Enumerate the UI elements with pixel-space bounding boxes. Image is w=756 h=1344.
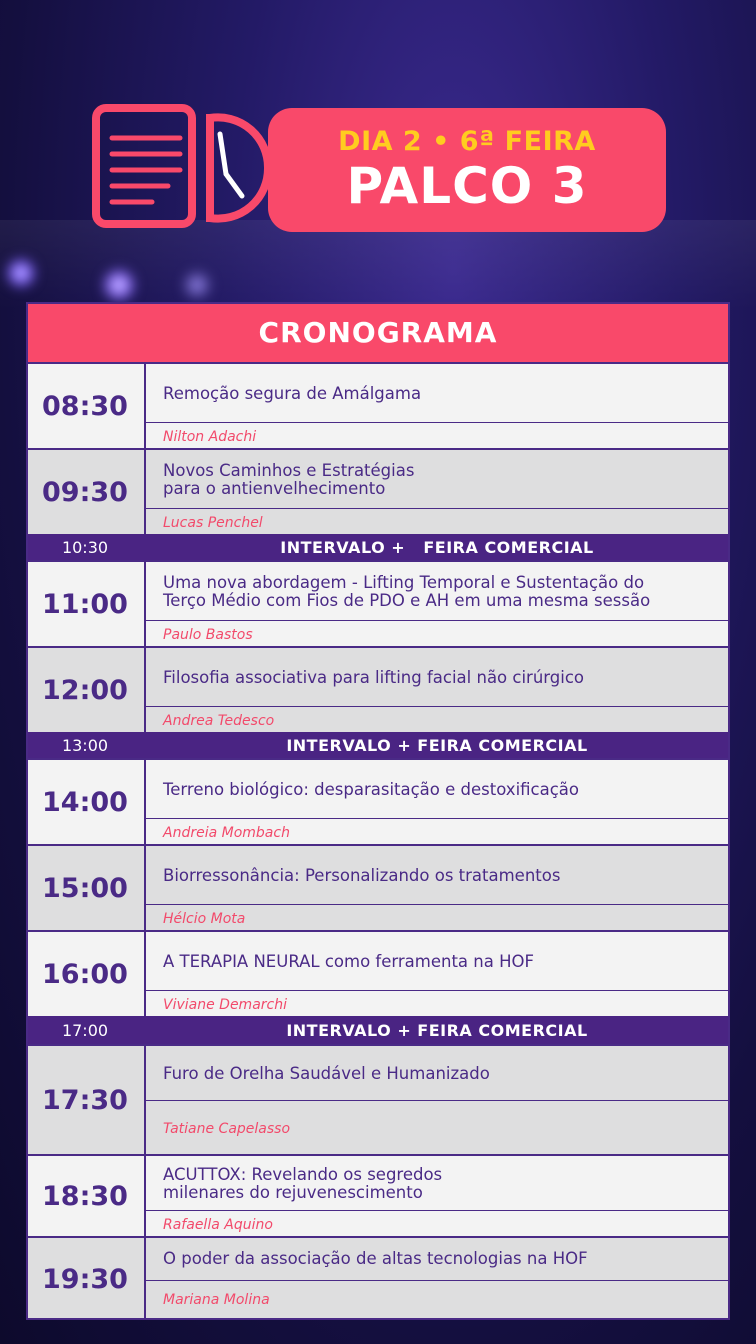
- session-row: [26, 758, 730, 844]
- row-divider: [146, 904, 730, 905]
- session-speaker: Lucas Penchel: [163, 515, 263, 531]
- session-row: [26, 646, 730, 732]
- session-speaker: Nilton Adachi: [163, 429, 257, 445]
- session-row: [26, 930, 730, 1016]
- session-topic: ACUTTOX: Revelando os segredos milenares do rejuvenescimento: [163, 1165, 443, 1202]
- break-row: [26, 1016, 730, 1044]
- session-row: [26, 560, 730, 646]
- session-time: 08:30: [26, 364, 146, 448]
- row-divider: [146, 1100, 730, 1101]
- row-divider: [146, 620, 730, 621]
- session-row: [26, 448, 730, 534]
- session-speaker: Hélcio Mota: [163, 911, 246, 927]
- session-topic: Remoção segura de Amálgama: [163, 384, 422, 403]
- header-badge: [268, 108, 666, 232]
- stage-title: PALCO 3: [346, 157, 588, 215]
- event-day: DIA 2 • 6ª FEIRA: [338, 126, 596, 157]
- break-label: INTERVALO + FEIRA COMERCIAL: [286, 735, 588, 755]
- row-divider: [146, 990, 730, 991]
- schedule-clock-icon: [92, 104, 272, 228]
- session-topic: O poder da associação de altas tecnologias na HOF: [163, 1249, 588, 1268]
- session-time: 19:30: [26, 1238, 146, 1320]
- session-topic: Uma nova abordagem - Lifting Temporal e Sustentação do Terço Médio com Fios de PDO e AH em uma mesma sessão: [163, 573, 651, 610]
- row-divider: [146, 422, 730, 423]
- stage-light: [182, 270, 212, 300]
- session-topic: Filosofia associativa para lifting facial não cirúrgico: [163, 668, 585, 687]
- session-time: 15:00: [26, 846, 146, 930]
- session-topic: Furo de Orelha Saudável e Humanizado: [163, 1064, 490, 1083]
- stage-light: [6, 258, 36, 288]
- session-time: 17:30: [26, 1046, 146, 1154]
- row-divider: [146, 818, 730, 819]
- session-row: [26, 1044, 730, 1154]
- session-time: 16:00: [26, 932, 146, 1016]
- schedule-title: CRONOGRAMA: [26, 302, 730, 362]
- session-speaker: Andrea Tedesco: [163, 713, 275, 729]
- session-speaker: Andreia Mombach: [163, 825, 290, 841]
- row-divider: [146, 1210, 730, 1211]
- session-topic: Terreno biológico: desparasitação e destoxificação: [163, 780, 580, 799]
- session-row: [26, 1236, 730, 1320]
- session-speaker: Rafaella Aquino: [163, 1217, 273, 1233]
- schedule-table: [26, 302, 730, 1320]
- session-time: 18:30: [26, 1156, 146, 1236]
- session-speaker: Mariana Molina: [163, 1292, 270, 1308]
- break-row: [26, 732, 730, 758]
- session-topic: A TERAPIA NEURAL como ferramenta na HOF: [163, 952, 534, 971]
- break-row: [26, 534, 730, 560]
- session-row: [26, 844, 730, 930]
- session-row: [26, 1154, 730, 1236]
- break-label: INTERVALO + FEIRA COMERCIAL: [286, 1020, 588, 1040]
- session-speaker: Viviane Demarchi: [163, 997, 287, 1013]
- session-topic: Biorressonância: Personalizando os tratamentos: [163, 866, 561, 885]
- session-row: [26, 362, 730, 448]
- break-time: 10:30: [61, 537, 109, 557]
- break-time: 13:00: [61, 735, 109, 755]
- session-time: 09:30: [26, 450, 146, 534]
- row-divider: [146, 706, 730, 707]
- stage-light: [102, 268, 136, 302]
- session-speaker: Paulo Bastos: [163, 627, 253, 643]
- row-divider: [146, 508, 730, 509]
- session-time: 11:00: [26, 562, 146, 646]
- break-time: 17:00: [61, 1020, 109, 1040]
- session-time: 14:00: [26, 760, 146, 844]
- break-label: INTERVALO + FEIRA COMERCIAL: [280, 537, 594, 557]
- session-topic: Novos Caminhos e Estratégias para o antienvelhecimento: [163, 461, 415, 498]
- session-speaker: Tatiane Capelasso: [163, 1121, 291, 1137]
- session-time: 12:00: [26, 648, 146, 732]
